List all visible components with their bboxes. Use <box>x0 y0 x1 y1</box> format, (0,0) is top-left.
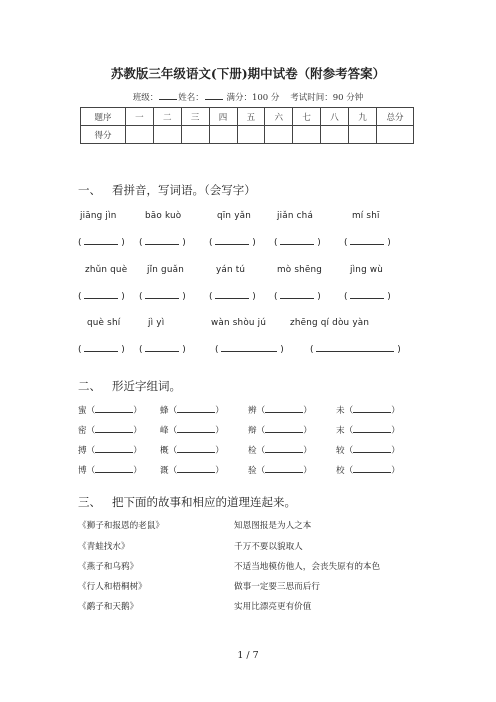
score-cell[interactable] <box>377 126 414 144</box>
name-label: 姓名： <box>178 93 204 103</box>
score-cell[interactable] <box>349 126 377 144</box>
exam-info-line <box>0 90 496 103</box>
char-compose-item[interactable]: 蜂（ ） <box>160 406 224 416</box>
section1-number: 一、 <box>78 183 101 197</box>
section2-number: 二、 <box>78 379 101 393</box>
score-cell[interactable] <box>209 126 237 144</box>
char-compose-item[interactable]: 检（ ） <box>248 446 312 456</box>
answer-bracket[interactable]: ( ) <box>209 292 256 302</box>
score-cell[interactable] <box>265 126 293 144</box>
answer-bracket[interactable]: ( ) <box>215 345 284 355</box>
story-title[interactable]: 《行人和梧桐树》 <box>78 582 147 592</box>
char-compose-item[interactable]: 辨（ ） <box>248 406 312 416</box>
char-compose-item[interactable]: 辩（ ） <box>248 426 312 436</box>
pinyin-item: yán tú <box>216 265 246 275</box>
page-number: 1 / 7 <box>237 650 259 661</box>
score-header-cell: 一 <box>126 108 154 126</box>
char-compose-item[interactable]: 概（ ） <box>160 446 224 456</box>
score-row-label: 得分 <box>81 126 126 144</box>
pinyin-item: wàn shòu jú <box>211 318 267 328</box>
answer-bracket[interactable]: ( ) <box>139 292 186 302</box>
section1-heading <box>78 182 256 198</box>
answer-bracket[interactable]: ( ) <box>78 292 125 302</box>
score-header-cell: 六 <box>265 108 293 126</box>
char-compose-item[interactable]: 未（ ） <box>336 406 400 416</box>
pinyin-item: jiāng jìn <box>80 211 117 221</box>
moral-item[interactable]: 实用比漂亮更有价值 <box>234 602 312 612</box>
class-label: 班级： <box>132 93 159 103</box>
answer-bracket[interactable]: ( ) <box>139 238 186 248</box>
answer-bracket[interactable]: ( ) <box>310 345 401 355</box>
section2-heading <box>78 378 181 394</box>
section3-heading <box>78 494 296 510</box>
moral-item[interactable]: 不适当地模仿他人，会丧失原有的本色 <box>234 562 381 572</box>
pinyin-item: mí shī <box>352 211 380 221</box>
score-table-row <box>81 126 414 144</box>
document-title: 苏教版三年级语文(下册)期中试卷（附参考答案） <box>110 66 386 81</box>
char-compose-item[interactable]: 校（ ） <box>336 466 400 476</box>
score-header-cell: 九 <box>349 108 377 126</box>
section1-title: 看拼音，写词语。（会写字） <box>111 183 256 197</box>
story-title[interactable]: 《青蛙找水》 <box>78 542 130 552</box>
answer-bracket[interactable]: ( ) <box>344 238 391 248</box>
section3-number: 三、 <box>78 495 101 509</box>
char-compose-item[interactable]: 搏（ ） <box>78 446 142 456</box>
answer-bracket[interactable]: ( ) <box>344 292 391 302</box>
score-header-cell: 总分 <box>377 108 414 126</box>
pinyin-item: jǐn guǎn <box>147 265 184 275</box>
score-header-cell: 二 <box>153 108 181 126</box>
pinyin-item: zhǔn què <box>85 265 128 275</box>
score-header-cell: 五 <box>237 108 265 126</box>
moral-item[interactable]: 知恩图报是为人之本 <box>234 521 312 531</box>
score-cell[interactable] <box>237 126 265 144</box>
char-compose-item[interactable]: 蜜（ ） <box>78 406 142 416</box>
answer-bracket[interactable]: ( ) <box>274 292 321 302</box>
pinyin-item: jì yì <box>148 318 165 328</box>
score-header-cell: 三 <box>181 108 209 126</box>
score-table <box>80 107 414 144</box>
name-blank <box>205 90 223 100</box>
exam-time: 考试时间：90 分钟 <box>290 93 364 103</box>
class-blank <box>159 90 177 100</box>
pinyin-item: què shí <box>87 318 121 328</box>
score-header-cell: 四 <box>209 108 237 126</box>
section3-title: 把下面的故事和相应的道理连起来。 <box>111 495 296 509</box>
pinyin-item: qīn yǎn <box>217 211 251 221</box>
story-title[interactable]: 《狮子和报恩的老鼠》 <box>78 521 164 531</box>
char-compose-item[interactable]: 密（ ） <box>78 426 142 436</box>
answer-bracket[interactable]: ( ) <box>78 238 125 248</box>
char-compose-item[interactable]: 末（ ） <box>336 426 400 436</box>
pinyin-item: mò shēng <box>277 265 323 275</box>
answer-bracket[interactable]: ( ) <box>139 345 186 355</box>
score-header-cell: 题序 <box>81 108 126 126</box>
char-compose-item[interactable]: 溉（ ） <box>160 466 224 476</box>
score-cell[interactable] <box>181 126 209 144</box>
pinyin-item: jiǎn chá <box>277 211 314 221</box>
char-compose-item[interactable]: 验（ ） <box>248 466 312 476</box>
char-compose-item[interactable]: 较（ ） <box>336 446 400 456</box>
score-table-header <box>81 108 414 126</box>
answer-bracket[interactable]: ( ) <box>78 345 125 355</box>
pinyin-item: jìng wù <box>350 265 384 275</box>
answer-bracket[interactable]: ( ) <box>209 238 256 248</box>
score-header-cell: 八 <box>321 108 349 126</box>
answer-bracket[interactable]: ( ) <box>274 238 321 248</box>
score-cell[interactable] <box>153 126 181 144</box>
score-cell[interactable] <box>126 126 154 144</box>
story-title[interactable]: 《燕子和乌鸦》 <box>78 562 139 572</box>
score-cell[interactable] <box>321 126 349 144</box>
full-score: 满分：100 分 <box>226 93 280 103</box>
char-compose-item[interactable]: 峰（ ） <box>160 426 224 436</box>
moral-item[interactable]: 千万不要以貌取人 <box>234 542 303 552</box>
section2-title: 形近字组词。 <box>111 379 181 393</box>
char-compose-item[interactable]: 博（ ） <box>78 466 142 476</box>
score-header-cell: 七 <box>293 108 321 126</box>
pinyin-item: bāo kuò <box>145 211 182 221</box>
moral-item[interactable]: 做事一定要三思而后行 <box>234 582 320 592</box>
story-title[interactable]: 《鹬子和天鹅》 <box>78 602 139 612</box>
score-cell[interactable] <box>293 126 321 144</box>
pinyin-item: zhēng qí dòu yàn <box>290 318 370 328</box>
